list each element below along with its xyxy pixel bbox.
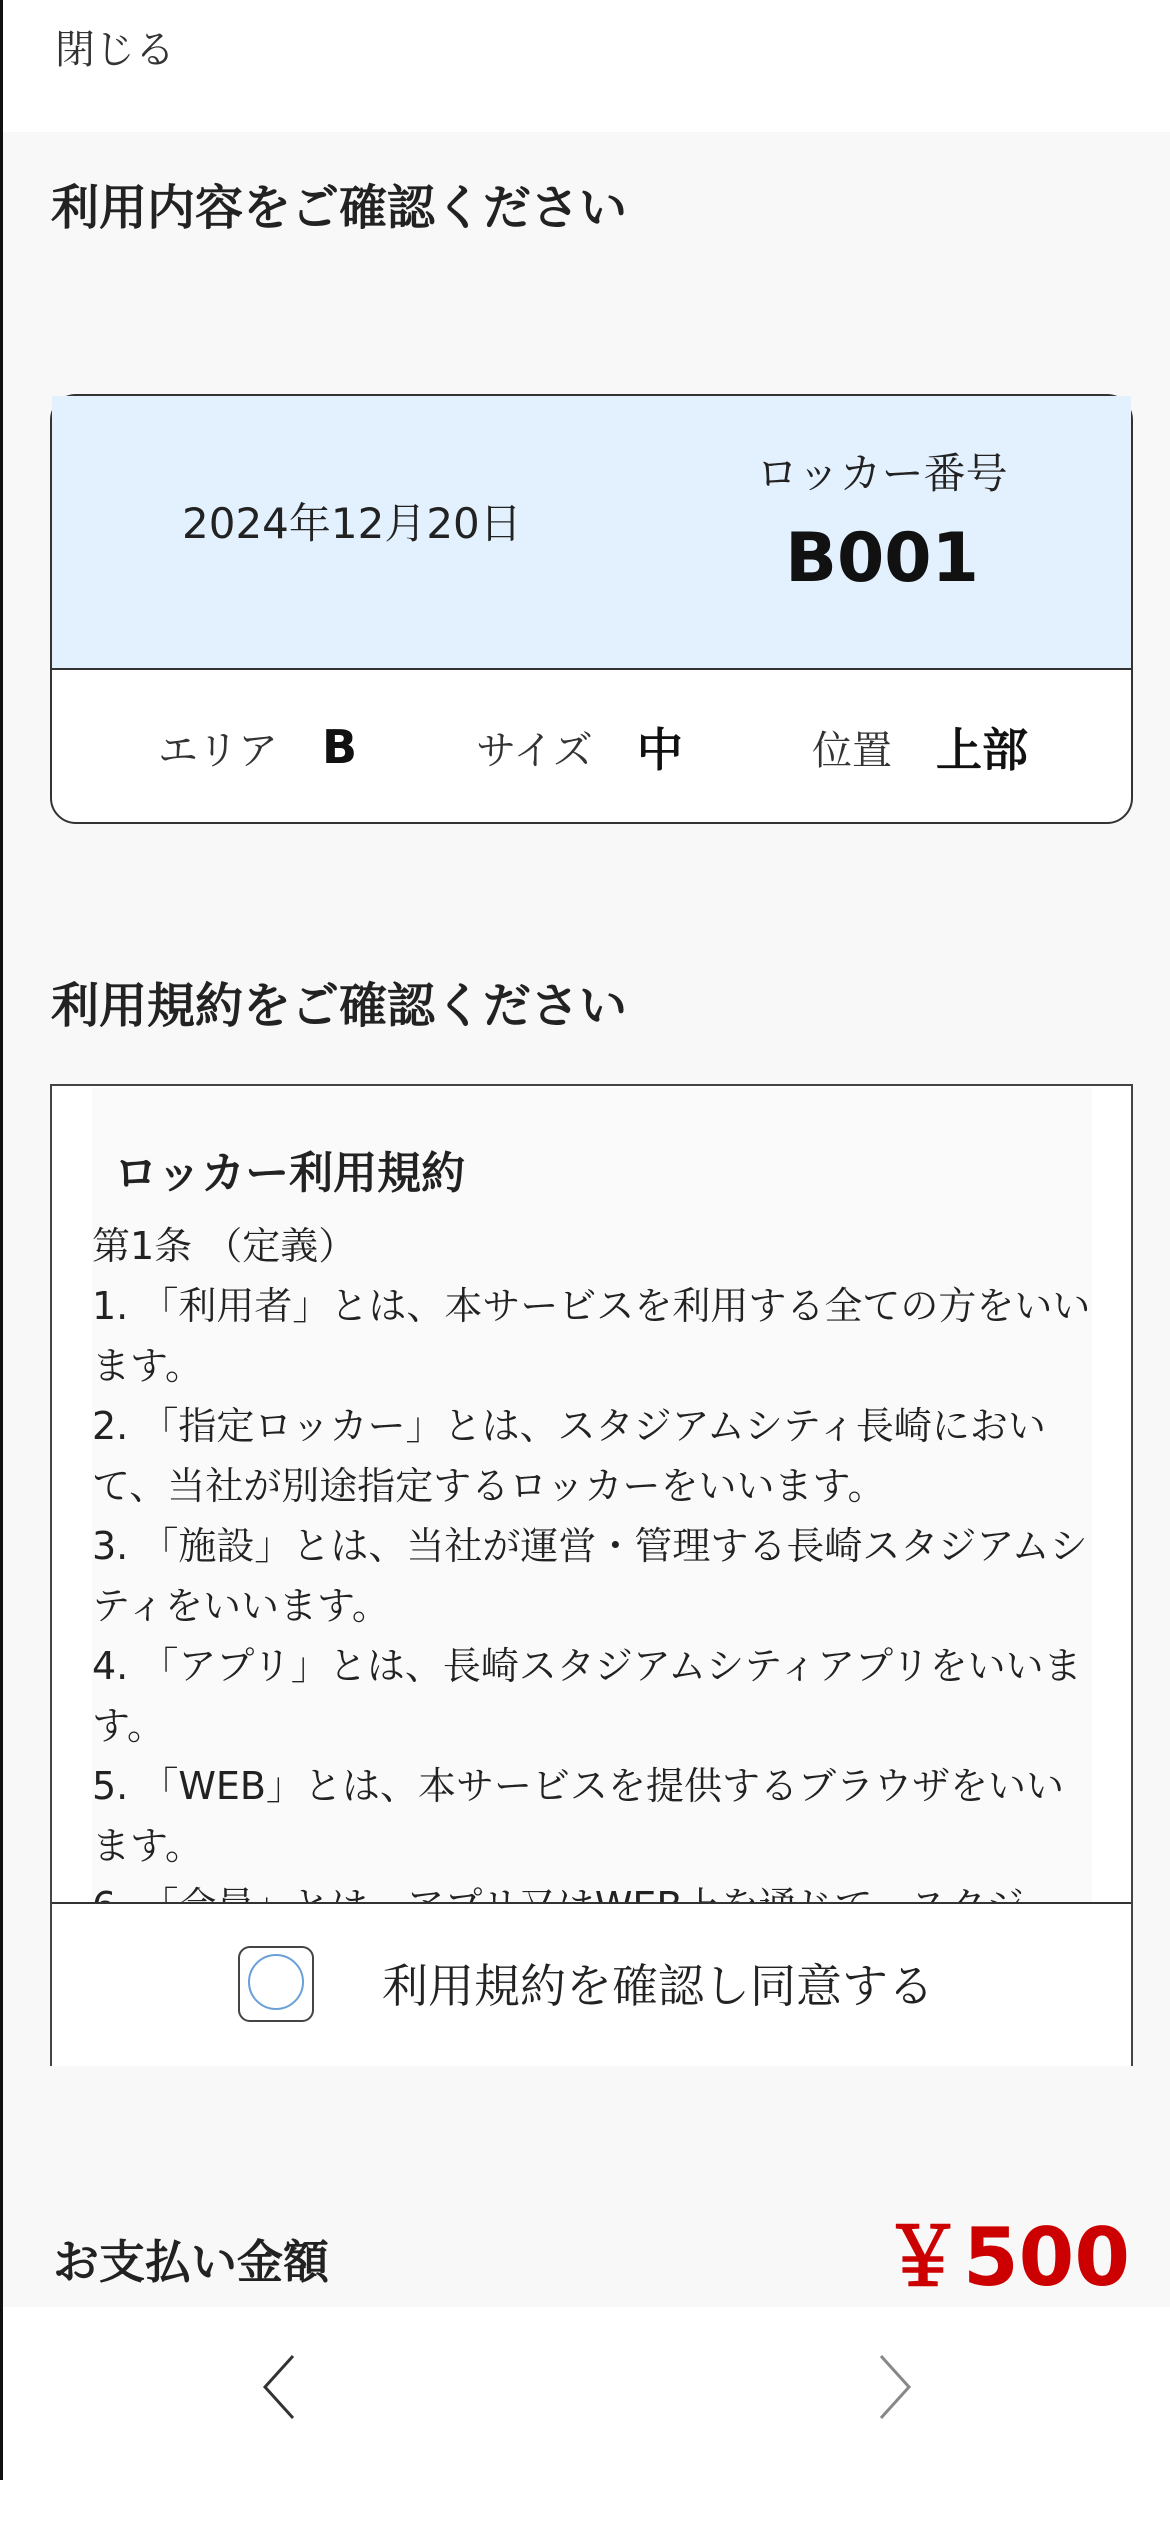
terms-item: 2. 「指定ロッカー」とは、スタジアムシティ長崎において、当社が別途指定するロッカーをいいます。 xyxy=(92,1404,1046,1508)
usage-section-title: 利用内容をご確認ください xyxy=(51,180,628,236)
agree-row[interactable] xyxy=(52,1902,1131,2066)
confirmation-content[interactable] xyxy=(3,132,1170,2307)
usage-card-specs xyxy=(52,672,1131,824)
bottom-safe-area xyxy=(0,2480,1170,2532)
payment-label: お支払い金額 xyxy=(53,2235,329,2289)
usage-date: 2024年12月20日 xyxy=(182,499,522,548)
size-spec xyxy=(476,712,683,782)
terms-scroll-area[interactable] xyxy=(92,1088,1092,1902)
terms-item: 5. 「WEB」とは、本サービスを提供するブラウザをいいます。 xyxy=(92,1764,1064,1868)
terms-item: 3. 「施設」とは、当社が運営・管理する長崎スタジアムシティをいいます。 xyxy=(92,1524,1088,1628)
checkbox-ring-icon xyxy=(248,1954,304,2010)
area-label: エリア xyxy=(158,727,278,774)
terms-box xyxy=(50,1084,1133,2066)
terms-section-title: 利用規約をご確認ください xyxy=(51,978,628,1034)
chevron-right-icon xyxy=(875,2352,915,2422)
agree-label[interactable]: 利用規約を確認し同意する xyxy=(382,1959,934,2013)
terms-item: 4. 「アプリ」とは、長崎スタジアムシティアプリをいいます。 xyxy=(92,1644,1082,1748)
position-spec xyxy=(812,712,1028,782)
chevron-left-icon xyxy=(259,2352,299,2422)
back-button[interactable] xyxy=(239,2347,319,2427)
terms-article-heading: 第1条 （定義） xyxy=(92,1224,357,1268)
area-spec xyxy=(158,712,357,782)
usage-card-header xyxy=(52,396,1131,670)
forward-button[interactable] xyxy=(855,2347,935,2427)
terms-item: 1. 「利用者」とは、本サービスを利用する全ての方をいいます。 xyxy=(92,1284,1091,1388)
position-label: 位置 xyxy=(812,727,892,774)
locker-number-label: ロッカー番号 xyxy=(756,449,1008,498)
close-button[interactable]: 閉じる xyxy=(55,27,175,73)
agree-checkbox[interactable] xyxy=(238,1946,314,2022)
area-value: B xyxy=(322,720,358,774)
usage-card xyxy=(50,394,1133,824)
size-label: サイズ xyxy=(476,727,593,774)
payment-amount: ￥500 xyxy=(883,2211,1130,2304)
bottom-navigation xyxy=(3,2307,1170,2480)
position-value: 上部 xyxy=(936,723,1028,777)
top-bar xyxy=(3,0,1170,132)
size-value: 中 xyxy=(636,723,683,777)
terms-document-title: ロッカー利用規約 xyxy=(114,1148,466,1199)
locker-number: B001 xyxy=(785,519,979,598)
